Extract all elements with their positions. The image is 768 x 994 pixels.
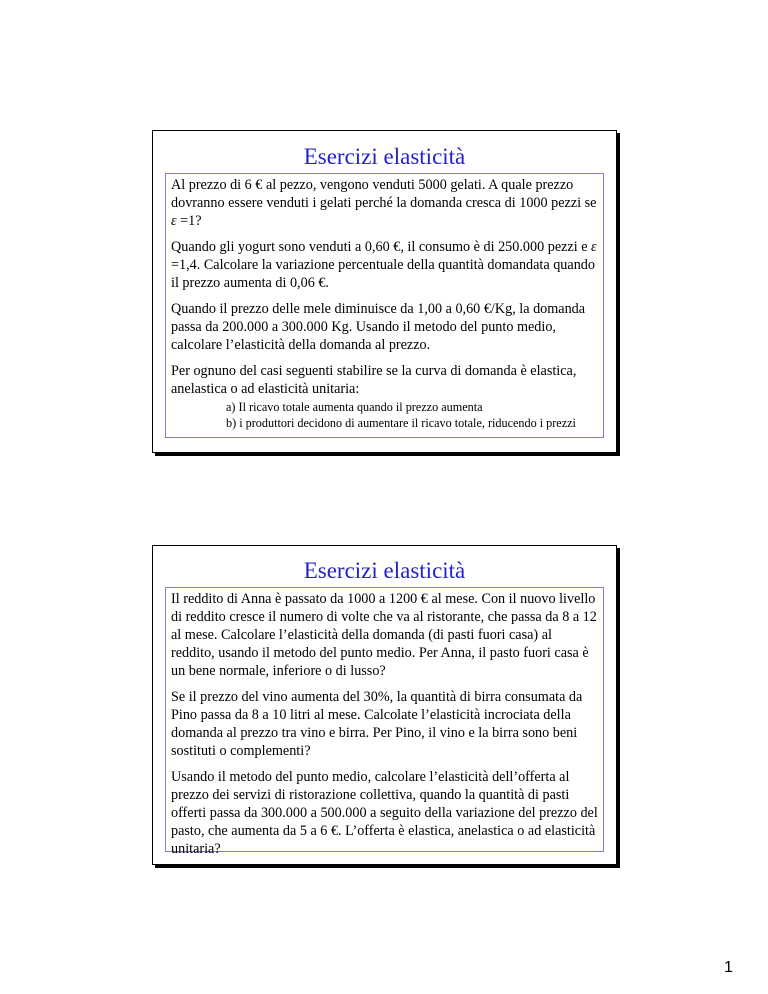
slide-1 xyxy=(152,130,617,453)
slide-2-content xyxy=(165,587,604,857)
exercise-5: Il reddito di Anna è passato da 1000 a 1200 € al mese. Con il nuovo livello di reddito cresce il numero di volte che va al ristorante, che passa da 8 a 12 al mese. Calcolare l’elasticità della domanda (di pasti fuori casa) al reddito, usando il metodo del punto medio. Per Anna, il pasto fuori casa è un bene normale, inferiore o di lusso? xyxy=(171,591,597,679)
slide-2 xyxy=(152,545,617,865)
exercise-4: Per ognuno del casi seguenti stabilire se la curva di domanda è elastica, anelastica o ad elasticità unitaria: xyxy=(171,363,577,397)
epsilon-symbol: ε xyxy=(171,213,177,229)
exercise-1: Al prezzo di 6 € al pezzo, vengono venduti 5000 gelati. A quale prezzo dovranno essere venduti i gelati perché la domanda cresca di 1000 pezzi se ε =1? xyxy=(171,177,597,229)
exercise-7: Usando il metodo del punto medio, calcolare l’elasticità dell’offerta al prezzo dei servizi di ristorazione collettiva, quando la quantità di pasti offerti passa da 300.000 a 500.000 a seguito della variazione del prezzo del pasto, che aumenta da 5 a 6 €. L’offerta è elastica, anelastica o ad elasticità unitaria? xyxy=(171,769,598,857)
slide-2-title: Esercizi elasticità xyxy=(303,558,466,583)
exercise-3: Quando il prezzo delle mele diminuisce da 1,00 a 0,60 €/Kg, la domanda passa da 200.000 a 300.000 Kg. Usando il metodo del punto medio, calcolare l’elasticità della domanda al prezzo. xyxy=(171,301,586,353)
exercise-4-case-b: b) i produttori decidono di aumentare il ricavo totale, riducendo i prezzi xyxy=(226,416,576,430)
slide-1-content xyxy=(165,173,604,438)
exercise-4-case-a: a) Il ricavo totale aumenta quando il prezzo aumenta xyxy=(226,400,483,414)
page-number: 1 xyxy=(724,959,733,976)
exercise-2: Quando gli yogurt sono venduti a 0,60 €, il consumo è di 250.000 pezzi e ε =1,4. Calcolare la variazione percentuale della quantità domandata quando il prezzo aumenta di 0,06 €. xyxy=(171,239,597,291)
epsilon-symbol: ε xyxy=(591,239,597,255)
slide-1-title: Esercizi elasticità xyxy=(303,144,466,169)
exercise-6: Se il prezzo del vino aumenta del 30%, la quantità di birra consumata da Pino passa da 8 a 10 litri al mese. Calcolate l’elasticità incrociata della domanda al prezzo tra vino e birra. Per Pino, il vino e la birra sono beni sostituti o complementi? xyxy=(171,689,583,759)
